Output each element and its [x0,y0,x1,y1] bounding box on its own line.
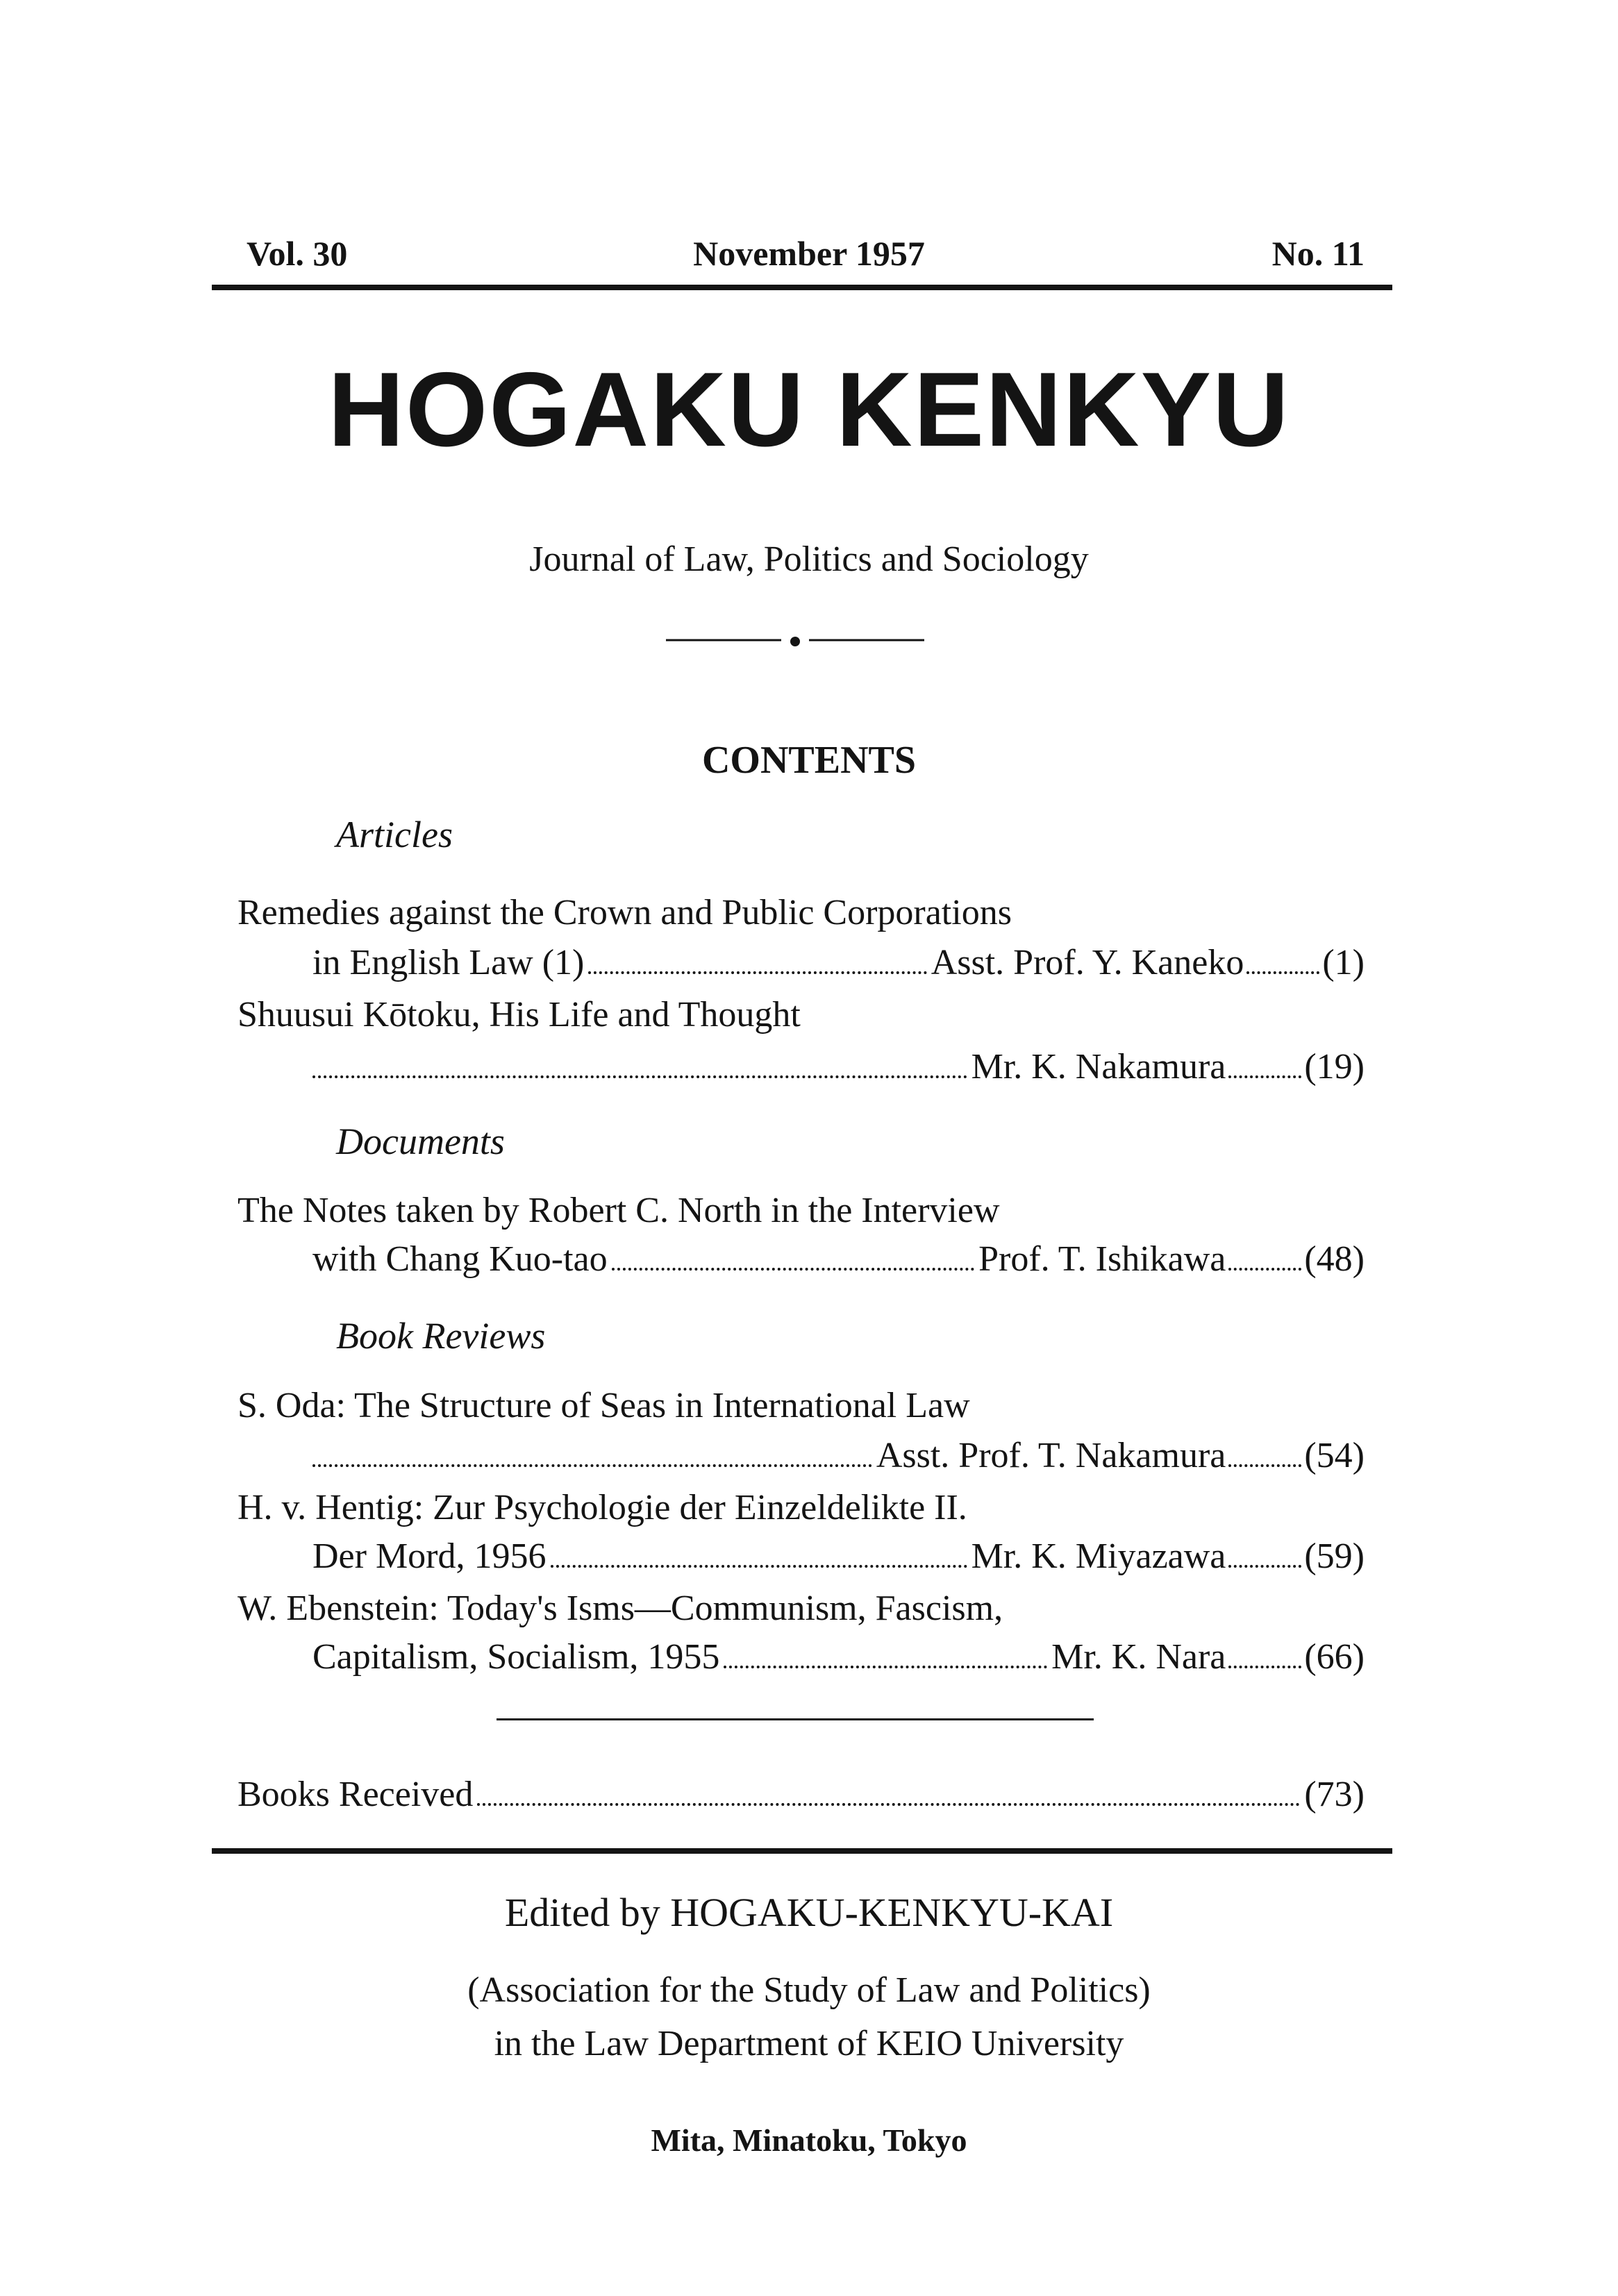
dot-leader [312,1075,967,1078]
page-number: (48) [1304,1239,1365,1279]
entry-author: Asst. Prof. T. Nakamura [876,1436,1226,1475]
entry-subtitle: Der Mord, 1956 [312,1536,547,1576]
entry-title: The Notes taken by Robert C. North in the Interview [237,1191,1000,1230]
entry-title: H. v. Hentig: Zur Psychologie der Einzeldelikte II. [237,1488,967,1527]
toc-entry [312,1045,1365,1089]
dot-leader [477,1803,1300,1806]
toc-entry [312,1434,1365,1478]
dot-leader [1246,971,1319,974]
toc-entry [312,1237,1365,1282]
entry-subtitle: with Chang Kuo-tao [312,1239,608,1279]
page-number: (73) [1304,1775,1365,1814]
entry-author: Mr. K. Nara [1051,1637,1226,1677]
toc-entry-books-received [237,1773,1365,1817]
section-heading-articles: Articles [336,814,453,855]
header-rule [212,285,1392,290]
page-number: (19) [1304,1047,1365,1087]
section-heading-book-reviews: Book Reviews [336,1315,546,1357]
dot-leader [1228,1464,1301,1467]
dot-leader [588,971,926,974]
section-heading-documents: Documents [336,1121,505,1162]
entry-title: Shuusui Kōtoku, His Life and Thought [237,995,801,1034]
ornament-divider [663,632,927,648]
edited-prefix: Edited by [504,1890,671,1935]
page-number: (54) [1304,1436,1365,1475]
dot-leader [1228,1075,1301,1078]
dot-leader [724,1666,1047,1668]
dot-leader [1228,1268,1301,1271]
volume-label: Vol. 30 [247,234,348,273]
dot-leader [551,1565,967,1568]
dot-leader [612,1268,975,1271]
page-number: (1) [1322,943,1365,982]
page-number: (59) [1304,1536,1365,1576]
toc-entry [312,1534,1365,1579]
dot-leader [1228,1565,1301,1568]
page-number: (66) [1304,1637,1365,1677]
entry-title: S. Oda: The Structure of Seas in International Law [237,1386,970,1425]
address-line: Mita, Minatoku, Tokyo [651,2122,967,2158]
contents-heading: CONTENTS [701,739,917,782]
edited-by-line [0,1888,1618,1937]
entry-subtitle: in English Law (1) [312,943,585,982]
entry-subtitle: Capitalism, Socialism, 1955 [312,1637,720,1677]
footer-rule [212,1848,1392,1854]
entry-author: Mr. K. Miyazawa [971,1536,1226,1576]
entry-author: Prof. T. Ishikawa [978,1239,1226,1279]
entry-author: Mr. K. Nakamura [971,1047,1226,1087]
toc-entry [312,1635,1365,1679]
editor-name: HOGAKU-KENKYU-KAI [670,1890,1114,1935]
books-received-label: Books Received [237,1775,474,1814]
department-line: in the Law Department of KEIO University [494,2024,1124,2063]
journal-title: HOGAKU KENKYU [328,351,1290,469]
issue-date: November 1957 [693,234,925,273]
entry-title: W. Ebenstein: Today's Isms—Communism, Fascism, [237,1589,1003,1628]
dot-leader [312,1464,872,1467]
entry-title: Remedies against the Crown and Public Corporations [237,893,1012,932]
entry-author: Asst. Prof. Y. Kaneko [931,943,1244,982]
association-line: (Association for the Study of Law and Politics) [467,1970,1151,2010]
section-divider [497,1718,1094,1720]
issue-number: No. 11 [1271,234,1365,273]
journal-subtitle: Journal of Law, Politics and Sociology [529,539,1089,579]
dot-leader [1228,1666,1301,1668]
toc-entry [312,941,1365,985]
